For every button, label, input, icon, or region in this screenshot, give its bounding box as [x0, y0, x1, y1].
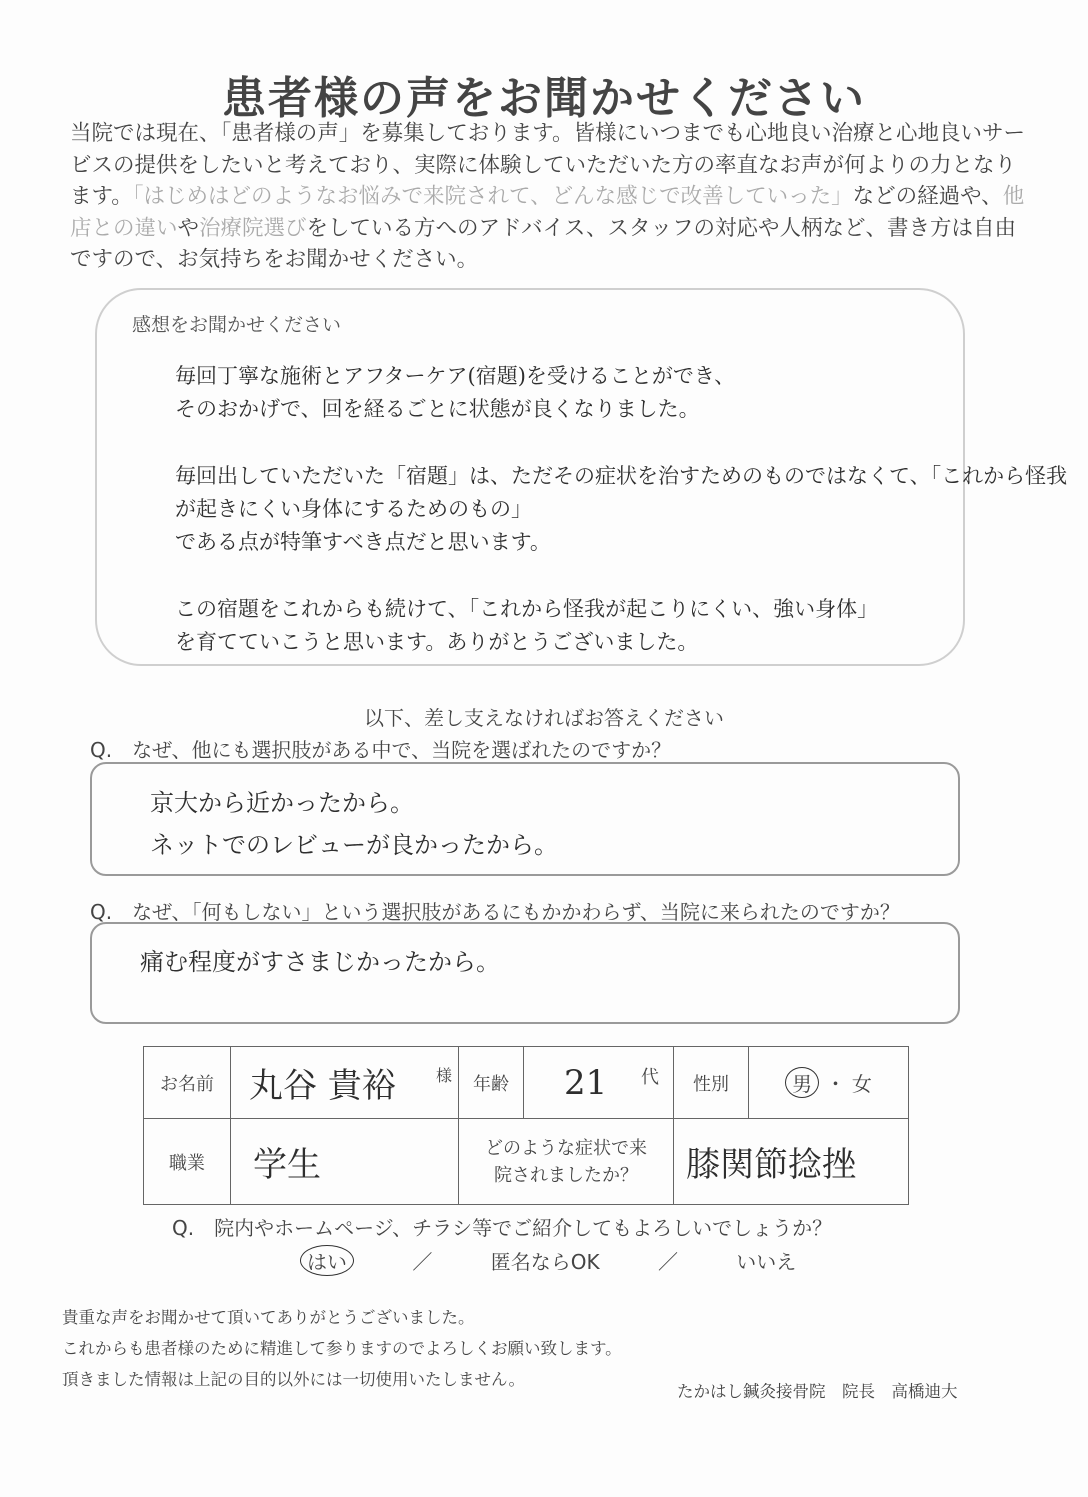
answer-1-line-1: 京大から近かったから。 [150, 789, 414, 817]
age-cell [524, 1047, 674, 1119]
age-suffix: 代 [641, 1067, 659, 1088]
symptom-label-line-2: 院されましたか？ [494, 1164, 638, 1186]
symptom-label-line-1: どのような症状で来 [485, 1137, 647, 1159]
intro-text [70, 118, 1030, 276]
comment-paragraph-1: 毎回丁寧な施術とアフターケア(宿題)を受けることができ、 そのおかげで、回を経るごとに状態が良くなりました。 [175, 364, 736, 421]
name-suffix: 様 [435, 1066, 452, 1085]
footer-line-3: 頂きました情報は上記の目的以外には一切使用いたしません。 [62, 1370, 525, 1389]
footer-line-2: これからも患者様のために精進して参りますのでよろしくお願い致します。 [62, 1339, 622, 1358]
name-cell [231, 1047, 459, 1119]
option-anonymous: 匿名ならOK [490, 1250, 600, 1274]
symptom-label [459, 1119, 674, 1205]
option-no: いいえ [736, 1250, 797, 1274]
answer-1-line-2: ネットでのレビューが良かったから。 [150, 831, 558, 859]
gender-male-selected: 男 [785, 1067, 819, 1098]
consent-options [300, 1245, 796, 1276]
symptom-cell [674, 1119, 909, 1205]
job-value: 学生 [253, 1145, 321, 1185]
question-3: Q. 院内やホームページ、チラシ等でご紹介してもよろしいでしょうか？ [172, 1216, 833, 1240]
question-2: Q. なぜ、「何もしない」という選択肢があるにもかかわらず、当院に来られたのですか？ [90, 900, 900, 924]
intro-sentence-1: 当院では現在、「患者様の声」を募集しております。皆様にいつまでも心地良い治療と心地良いサービスの提供をしたいと考えており、実際に体験していただいた方の率直なお声が何よりの力となります。 [70, 121, 1026, 209]
patient-info-table [143, 1046, 909, 1205]
option-separator-2: ／ [657, 1250, 678, 1274]
answer-1 [150, 782, 558, 866]
footer-line-1: 貴重な声をお聞かせて頂いてありがとうございました。 [62, 1308, 475, 1327]
name-value: 丸谷 貴裕 [249, 1066, 396, 1106]
question-1: Q. なぜ、他にも選択肢がある中で、当院を選ばれたのですか？ [90, 738, 672, 762]
intro-sentence-3: や [177, 215, 200, 241]
age-label: 年齢 [459, 1047, 524, 1119]
gender-label: 性別 [674, 1047, 749, 1119]
answer-2: 痛む程度がすさまじかったから。 [140, 948, 500, 976]
intro-faint-1: 「はじめはどのようなお悩みで来院されて、どんな感じで改善していった」 [132, 184, 853, 209]
footer-notes [62, 1302, 622, 1395]
intro-sentence-2: などの経過や、 [852, 184, 1003, 209]
symptom-value: 膝関節捻挫 [686, 1145, 856, 1185]
job-label: 職業 [144, 1119, 231, 1205]
comment-paragraph-3: この宿題をこれからも続けて、「これから怪我が起こりにくい、強い身体」 を育てていこうと思います。ありがとうございました。 [175, 597, 879, 654]
gender-separator: ・ [825, 1072, 846, 1096]
comment-paragraph-2: 毎回出していただいた「宿題」は、ただその症状を治すためのものではなくて、「これから怪我が起きにくい身体にするためのもの」 である点が特筆すべき点だと思います。 [175, 464, 1068, 554]
name-label: お名前 [144, 1047, 231, 1119]
intro-faint-3: 治療院選び [199, 215, 307, 241]
age-value: 21 [564, 1062, 608, 1103]
page-title: 患者様の声をお聞かせください [222, 73, 866, 124]
questions-preface: 以下、差し支えなければお答えください [364, 706, 724, 730]
option-separator-1: ／ [412, 1250, 433, 1274]
intro-faint-2: 他店との違い [70, 184, 1025, 241]
clinic-signature: たかはし鍼灸接骨院 院長 高橋迪大 [677, 1382, 958, 1401]
gender-cell [749, 1047, 909, 1119]
impressions-comment [175, 360, 1088, 693]
intro-sentence-4: をしている方へのアドバイス、スタッフの対応や人柄など、書き方は自由ですので、お気持ちをお聞かせください。 [70, 215, 1017, 272]
gender-female: 女 [851, 1072, 872, 1096]
job-cell [231, 1119, 459, 1205]
option-yes-selected: はい [300, 1245, 354, 1276]
impressions-label: 感想をお聞かせください [132, 314, 342, 336]
